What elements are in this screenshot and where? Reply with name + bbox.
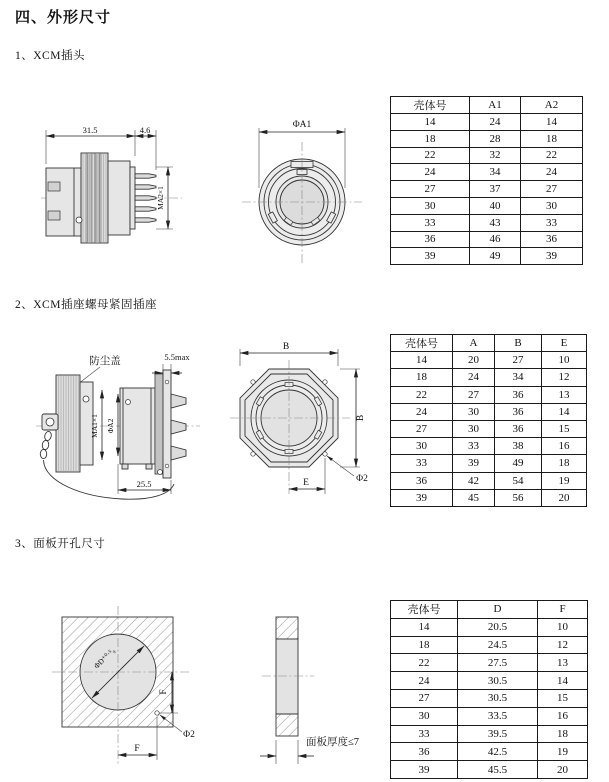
table-cell: 33.5 <box>458 707 538 725</box>
table-cell: 13 <box>538 654 588 672</box>
table-row <box>391 472 587 489</box>
table-row <box>391 618 588 636</box>
table-row <box>391 214 583 231</box>
table-cell: 16 <box>542 438 587 455</box>
table-cell: 15 <box>542 420 587 437</box>
plug-body <box>108 161 130 235</box>
table-cell: 30.5 <box>458 672 538 690</box>
table-cell: 12 <box>542 369 587 386</box>
table-row <box>391 403 587 420</box>
table-cell: 24 <box>470 114 521 131</box>
table-cell: 24.5 <box>458 636 538 654</box>
table-cell: 18 <box>538 725 588 743</box>
mounting-hole <box>323 380 327 384</box>
socket-side-view <box>22 342 222 510</box>
table-cell: 20 <box>542 489 587 506</box>
table-cell: 14 <box>391 114 470 131</box>
table-cell: 18 <box>542 455 587 472</box>
section-heading-panel: 3、面板开孔尺寸 <box>15 538 106 550</box>
table-cell: 33 <box>391 455 453 472</box>
socket-front-view <box>228 338 386 510</box>
table-row <box>391 197 583 214</box>
table-row <box>391 114 583 131</box>
pilot-hole <box>155 711 159 715</box>
table-cell: 45.5 <box>458 761 538 779</box>
table-cell: 36 <box>391 743 458 761</box>
table-cell: 36 <box>391 231 470 248</box>
dimension-label-f-horizontal: F <box>134 744 140 754</box>
column-header: D <box>458 601 538 619</box>
flange-thickness-label: 5.5max <box>164 352 190 362</box>
table-cell: 36 <box>495 420 542 437</box>
table-cell: 36 <box>521 231 583 248</box>
plug-rear-shell <box>46 168 81 236</box>
plug-front-view <box>232 112 372 270</box>
table-cell: 30 <box>391 197 470 214</box>
table-cell: 39 <box>391 761 458 779</box>
panel-thickness-note: 面板厚度≤7 <box>306 737 360 748</box>
thread-label: MA2×1 <box>156 186 165 210</box>
table-cell: 18 <box>391 636 458 654</box>
table-row <box>391 725 588 743</box>
table-cell: 14 <box>542 403 587 420</box>
table-cell: 27 <box>391 181 470 198</box>
panel-side-view <box>258 598 398 778</box>
table-row <box>391 369 587 386</box>
pilot-hole-label: Φ2 <box>183 730 195 740</box>
table-cell: 38 <box>495 438 542 455</box>
table-cell: 33 <box>391 725 458 743</box>
table-cell: 14 <box>391 352 453 369</box>
table-cell: 37 <box>470 181 521 198</box>
table-row <box>391 672 588 690</box>
mounting-hole <box>323 452 327 456</box>
table-cell: 45 <box>453 489 495 506</box>
column-header: A2 <box>521 97 583 114</box>
table-cell: 24 <box>453 369 495 386</box>
table-cell: 42 <box>453 472 495 489</box>
table-row <box>391 181 583 198</box>
column-header: 壳体号 <box>391 97 470 114</box>
table-row <box>391 654 588 672</box>
table-cell: 22 <box>391 654 458 672</box>
table-row <box>391 455 587 472</box>
plug-side-view <box>44 126 189 251</box>
table-cell: 30 <box>521 197 583 214</box>
socket-dimension-table <box>390 334 587 507</box>
table-cell: 19 <box>542 472 587 489</box>
table-cell: 24 <box>391 672 458 690</box>
table-cell: 10 <box>542 352 587 369</box>
table-cell: 36 <box>495 403 542 420</box>
table-cell: 34 <box>495 369 542 386</box>
table-cell: 24 <box>521 164 583 181</box>
dimension-label-width: B <box>282 342 290 352</box>
table-row <box>391 386 587 403</box>
table-cell: 18 <box>391 130 470 147</box>
panel-dimension-table <box>390 600 588 779</box>
table-cell: 36 <box>391 472 453 489</box>
socket-body <box>120 370 186 478</box>
dimension-label-length: 25.5 <box>136 479 152 489</box>
table-row <box>391 743 588 761</box>
column-header: A1 <box>470 97 521 114</box>
table-cell: 34 <box>470 164 521 181</box>
table-cell: 33 <box>391 214 470 231</box>
panel-cross-section <box>276 639 298 714</box>
table-cell: 22 <box>521 147 583 164</box>
table-cell: 15 <box>538 689 588 707</box>
table-cell: 46 <box>470 231 521 248</box>
table-cell: 39 <box>521 248 583 265</box>
table-cell: 13 <box>542 386 587 403</box>
table-cell: 14 <box>521 114 583 131</box>
table-cell: 27 <box>391 689 458 707</box>
table-cell: 27.5 <box>458 654 538 672</box>
column-header: E <box>542 335 587 352</box>
dimension-label-spacing: E <box>303 478 309 488</box>
table-cell: 42.5 <box>458 743 538 761</box>
mounting-hole <box>251 380 255 384</box>
table-cell: 16 <box>538 707 588 725</box>
table-row <box>391 420 587 437</box>
dimension-label-height: B <box>356 414 366 422</box>
table-cell: 33 <box>453 438 495 455</box>
column-header: 壳体号 <box>391 601 458 619</box>
table-header-row <box>391 97 583 114</box>
table-cell: 10 <box>538 618 588 636</box>
table-header-row <box>391 601 588 619</box>
column-header: F <box>538 601 588 619</box>
dimension-label-pin-length: 4.6 <box>139 125 151 135</box>
table-row <box>391 231 583 248</box>
column-header: A <box>453 335 495 352</box>
table-cell: 20.5 <box>458 618 538 636</box>
column-header: 壳体号 <box>391 335 453 352</box>
table-cell: 18 <box>391 369 453 386</box>
table-row <box>391 164 583 181</box>
table-row <box>391 130 583 147</box>
column-header: B <box>495 335 542 352</box>
table-cell: 12 <box>538 636 588 654</box>
socket-thread-label: MA1×1 <box>90 414 99 438</box>
table-row <box>391 147 583 164</box>
socket-diameter-label: ΦA2 <box>106 418 115 434</box>
table-row <box>391 707 588 725</box>
table-cell: 30 <box>391 438 453 455</box>
panel-cutout-front-view <box>28 598 243 780</box>
table-cell: 36 <box>495 386 542 403</box>
table-cell: 20 <box>453 352 495 369</box>
table-cell: 39 <box>453 455 495 472</box>
dimension-label-f-vertical: F <box>159 689 169 695</box>
table-cell: 18 <box>521 130 583 147</box>
table-cell: 40 <box>470 197 521 214</box>
table-row <box>391 489 587 506</box>
table-cell: 28 <box>470 130 521 147</box>
cutout-diameter-label: ΦD⁺⁰·⁵₀ <box>92 646 117 671</box>
table-cell: 14 <box>538 672 588 690</box>
table-row <box>391 636 588 654</box>
table-cell: 27 <box>391 420 453 437</box>
table-cell: 20 <box>538 761 588 779</box>
table-header-row <box>391 335 587 352</box>
table-cell: 27 <box>453 386 495 403</box>
table-row <box>391 761 588 779</box>
table-cell: 22 <box>391 147 470 164</box>
table-cell: 27 <box>521 181 583 198</box>
table-cell: 30 <box>453 420 495 437</box>
table-cell: 24 <box>391 403 453 420</box>
table-cell: 39 <box>391 248 470 265</box>
mounting-hole <box>251 452 255 456</box>
section-heading-plug: 1、XCM插头 <box>15 50 85 62</box>
table-cell: 30.5 <box>458 689 538 707</box>
dust-cap <box>42 375 93 472</box>
table-cell: 49 <box>495 455 542 472</box>
table-cell: 43 <box>470 214 521 231</box>
table-row <box>391 438 587 455</box>
hole-diameter-label: Φ2 <box>356 474 368 484</box>
page-title: 四、外形尺寸 <box>15 9 112 26</box>
table-cell: 39 <box>391 489 453 506</box>
dimension-label-total-length: 31.5 <box>82 125 98 135</box>
table-cell: 56 <box>495 489 542 506</box>
diameter-label: ΦA1 <box>292 120 312 130</box>
table-cell: 22 <box>391 386 453 403</box>
table-cell: 49 <box>470 248 521 265</box>
table-cell: 33 <box>521 214 583 231</box>
table-row <box>391 248 583 265</box>
table-cell: 14 <box>391 618 458 636</box>
table-row <box>391 689 588 707</box>
table-cell: 30 <box>391 707 458 725</box>
plug-dimension-table <box>390 96 583 265</box>
dust-cap-label: 防尘盖 <box>89 356 121 367</box>
table-cell: 30 <box>453 403 495 420</box>
plug-contacts <box>135 174 156 222</box>
table-cell: 32 <box>470 147 521 164</box>
table-cell: 19 <box>538 743 588 761</box>
table-cell: 54 <box>495 472 542 489</box>
table-cell: 39.5 <box>458 725 538 743</box>
table-row <box>391 352 587 369</box>
section-heading-socket: 2、XCM插座螺母紧固插座 <box>15 299 157 311</box>
table-cell: 24 <box>391 164 470 181</box>
table-cell: 27 <box>495 352 542 369</box>
